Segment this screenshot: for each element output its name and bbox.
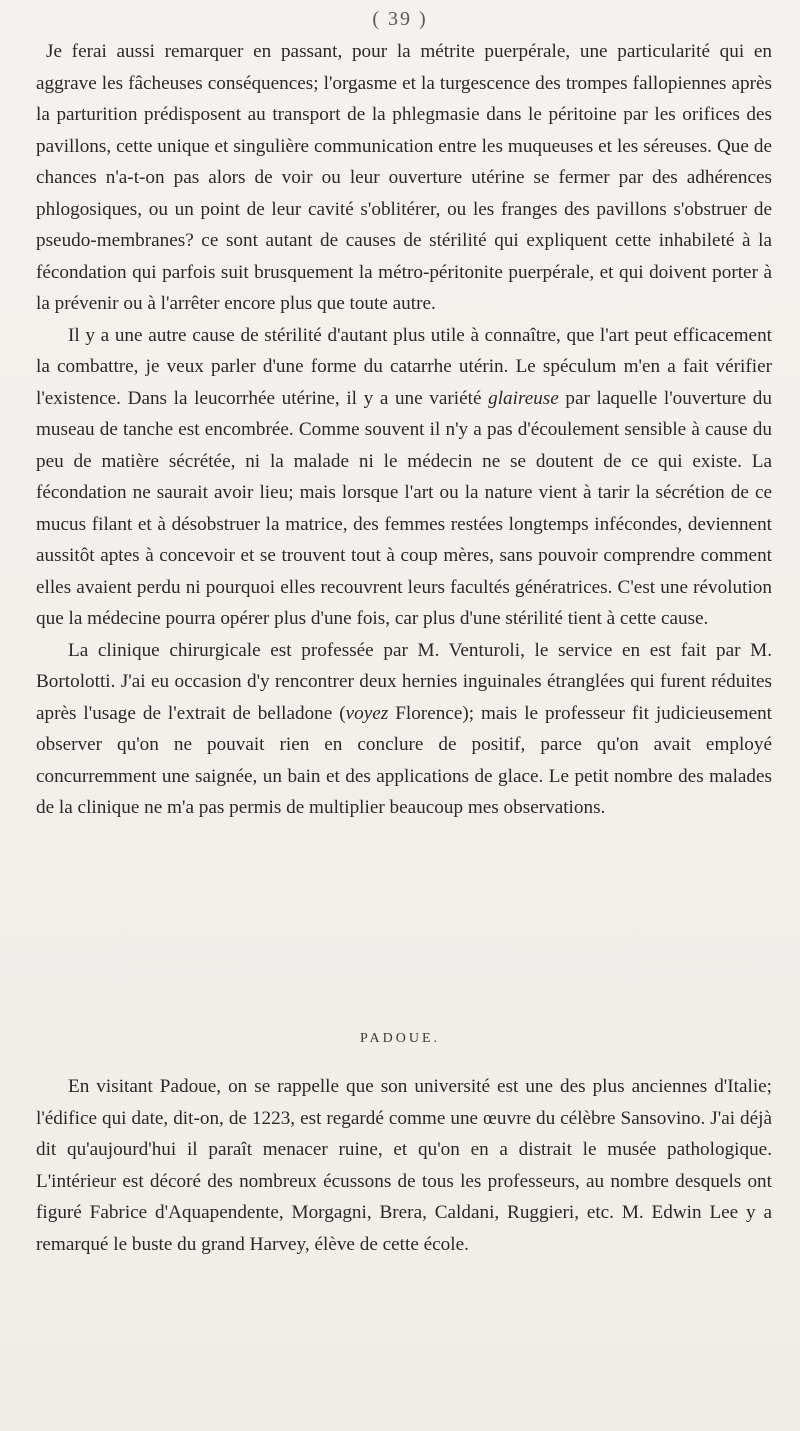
section-heading-padoue: PADOUE. bbox=[360, 1031, 440, 1046]
italic-term-voyez: voyez bbox=[345, 702, 389, 724]
padoue-text-block bbox=[36, 1071, 772, 1260]
paragraph-padoue: En visitant Padoue, on se rappelle que son université est une des plus anciennes d'Italie; l'édifice qui date, dit-on, de 1223, est regardé comme une œuvre du célèbre Sansovino. J'ai déjà dit qu'aujourd'hui il paraît menacer ruine, et qu'on en a distrait le musée pathologique. L'intérieur est décoré des nombreux écussons de tous les professeurs, au nombre desquels ont figuré Fabrice d'Aquapendente, Morgagni, Brera, Caldani, Ruggieri, etc. M. Edwin Lee y a remarqué le buste du grand Harvey, élève de cette école. bbox=[36, 1076, 772, 1255]
paragraph-metritis: Je ferai aussi remarquer en passant, pour la métrite puerpérale, une particularité qui en aggrave les fâcheuses conséquences; l'orgasme et la turgescence des trompes fallopiennes après la parturition prédisposent au transport de la phlegmasie dans le péritoine par les orifices des pavillons, cette unique et singulière communication entre les muqueuses et les séreuses. Que de chances n'a-t-on pas alors de voir ou leur ouverture utérine se fermer par des adhérences phlogosiques, ou un point de leur cavité s'oblitérer, ou les franges des pavillons s'obstruer de pseudo-membranes? ce sont autant de causes de stérilité qui expliquent cette inhabileté à la fécondation qui parfois suit brusquement la métro-péritonite puerpérale, et qui doivent porter à la prévenir ou à l'arrêter encore plus que toute autre. bbox=[36, 41, 772, 314]
paragraph-sterility-text-start: Il y a une autre cause de stérilité d'autant plus utile à connaître, que l'art peut efficacement la combattre, je veux parler d'une forme du catarrhe utérin. Le spéculum m'en a fait vérifier l'existence. Dans la leucorrhée utérine, il y a une variété bbox=[36, 324, 772, 409]
paragraph-clinic-text-end: Florence); mais le professeur fit judicieusement observer qu'on ne pouvait rien en conclure de positif, parce qu'on avait employé concurremment une saignée, un bain et des applications de glace. Le petit nombre des malades de la clinique ne m'a pas permis de multiplier beaucoup mes observations. bbox=[36, 702, 773, 818]
paragraph-surgical-clinic bbox=[36, 635, 772, 824]
page-number: ( 39 ) bbox=[372, 8, 428, 30]
italic-term-glaireuse: glaireuse bbox=[488, 387, 559, 409]
paragraph-sterility bbox=[36, 320, 772, 635]
paragraph-clinic-text-start: La clinique chirurgicale est professée par M. Venturoli, le service en est fait par M. Bortolotti. J'ai eu occasion d'y rencontrer deux hernies inguinales étranglées qui furent réduites après l'usage de l'extrait de belladone ( bbox=[36, 639, 772, 724]
main-text-block bbox=[36, 36, 772, 824]
paragraph-sterility-text-end: par laquelle l'ouverture du museau de tanche est encombrée. Comme souvent il n'y a pas d'écoulement sensible à cause du peu de matière sécrétée, ni la malade ni le médecin ne se doutent de ce qui existe. La fécondation ne saurait avoir lieu; mais lorsque l'art ou la nature vient à tarir la sécrétion de ce mucus filant et à désobstruer la matrice, des femmes restées longtemps infécondes, deviennent aussitôt aptes à concevoir et se trouvent tout à coup mères, sans pouvoir comprendre comment elles avaient perdu ni pourquoi elles recouvrent leurs facultés génératrices. C'est une révolution que la médecine pourra opérer plus d'une fois, car plus d'une stérilité tient à cette cause. bbox=[36, 387, 772, 629]
